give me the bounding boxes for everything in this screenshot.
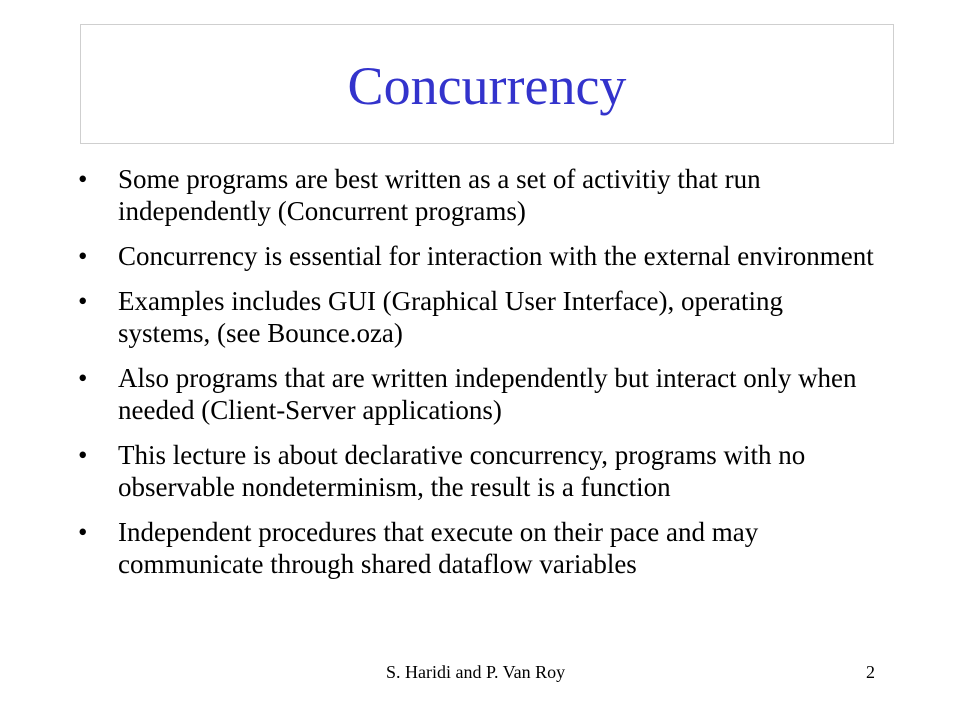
bullet-icon: • (78, 517, 88, 547)
bullet-icon: • (78, 241, 88, 271)
slide-title: Concurrency (347, 56, 627, 116)
page-number: 2 (866, 662, 875, 682)
bullet-item (78, 163, 878, 227)
bullet-item (78, 439, 878, 503)
bullet-text: Concurrency is essential for interaction with the external environment (118, 241, 874, 271)
footer-authors: S. Haridi and P. Van Roy (386, 662, 566, 682)
title-box (80, 24, 894, 144)
bullet-item (78, 240, 878, 272)
bullet-icon: • (78, 164, 88, 194)
bullet-icon: • (78, 440, 88, 470)
bullet-text: Also programs that are written independently but interact only when needed (Client-Server applications) (118, 363, 857, 425)
bullet-item (78, 516, 878, 580)
bullet-text: Independent procedures that execute on their pace and may communicate through shared dataflow variables (118, 517, 759, 579)
bullet-item (78, 285, 878, 349)
bullet-icon: • (78, 363, 88, 393)
bullet-text: Some programs are best written as a set of activitiy that run independently (Concurrent programs) (118, 164, 761, 226)
bullet-icon: • (78, 286, 88, 316)
bullet-list (78, 163, 878, 593)
bullet-text: This lecture is about declarative concurrency, programs with no observable nondeterminism, the result is a function (118, 440, 806, 502)
bullet-item (78, 362, 878, 426)
bullet-text: Examples includes GUI (Graphical User Interface), operating systems, (see Bounce.oza) (118, 286, 783, 348)
